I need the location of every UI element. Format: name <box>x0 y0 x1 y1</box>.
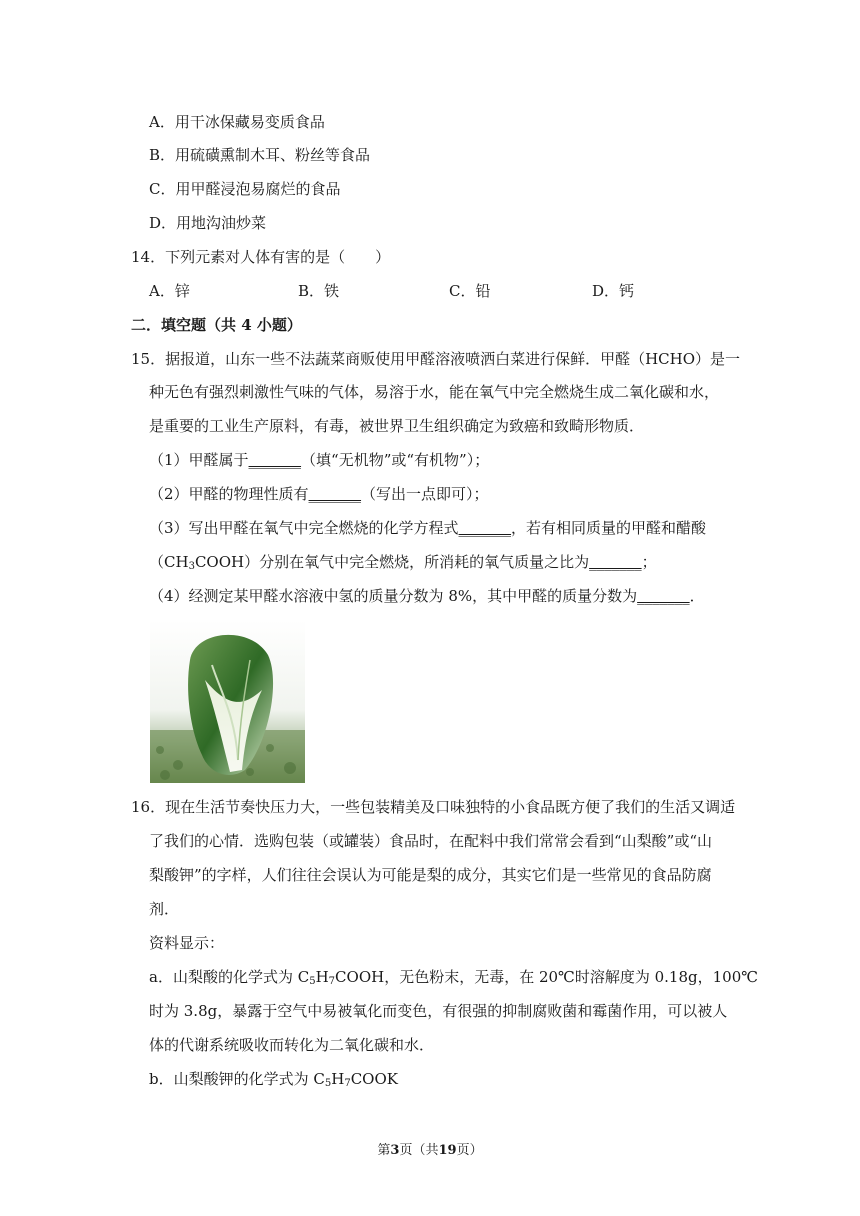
q14-option-c: C．铅 <box>449 282 491 300</box>
q15-sub4: （4）经测定某甲醛水溶液中氢的质量分数为 8%，其中甲醛的质量分数为_______． <box>149 587 705 605</box>
q14-stem: 14．下列元素对人体有害的是（ ） <box>131 248 391 266</box>
q16-item-a-2: 时为 3.8g，暴露于空气中易被氧化而变色，有很强的抑制腐败菌和霉菌作用，可以被人 <box>149 1002 728 1020</box>
section-heading: 二．填空题（共 4 小题） <box>131 316 302 334</box>
q14-option-d: D．钙 <box>592 282 635 300</box>
answer-blank: _______ <box>589 553 642 571</box>
q16-item-a-1: a．山梨酸的化学式为 $C_5H_7COOH$，无色粉末，无毒，在 20℃时溶解度为 0.18g，100℃ <box>149 968 759 987</box>
q15-sub3: （3）写出甲醛在氧气中完全燃烧的化学方程式_______，若有相同质量的甲醛和醋酸 <box>149 519 707 537</box>
q13-option-c: C．用甲醛浸泡易腐烂的食品 <box>149 180 341 198</box>
q15-sub2: （2）甲醛的物理性质有_______（写出一点即可）； <box>149 485 489 503</box>
answer-blank: _______ <box>248 451 302 469</box>
q16-line-1: 16．现在生活节奏快压力大，一些包装精美及口味独特的小食品既方便了我们的生活又调适 <box>131 798 736 816</box>
answer-blank: _______ <box>308 485 362 503</box>
q16-info-title: 资料显示： <box>149 934 225 952</box>
q13-option-d: D．用地沟油炒菜 <box>149 214 267 232</box>
q13-option-a: A．用干冰保藏易变质食品 <box>149 113 325 131</box>
q16-item-b: b．山梨酸钾的化学式为 $C_5H_7COOK$ <box>149 1070 398 1089</box>
q15-line-1: 15．据报道，山东一些不法蔬菜商贩使用甲醛溶液喷洒白菜进行保鲜．甲醛（HCHO）是一 <box>131 350 741 368</box>
q14-option-b: B．铁 <box>298 282 340 300</box>
q15-line-2: 种无色有强烈刺激性气味的气体，易溶于水，能在氧气中完全燃烧生成二氧化碳和水， <box>149 383 720 401</box>
q16-line-2: 了我们的心情．选购包装（或罐装）食品时，在配料中我们常常会看到“山梨酸”或“山 <box>149 832 713 850</box>
answer-blank: _______ <box>637 587 690 605</box>
q15-sub3-cont: $(CH_3COOH)$分别在氧气中完全燃烧，所消耗的氧气质量之比为_______； <box>149 553 657 572</box>
q13-option-b: B．用硫磺熏制木耳、粉丝等食品 <box>149 146 371 164</box>
cabbage-photo <box>150 620 305 783</box>
answer-blank: _______ <box>458 519 512 537</box>
page-footer: 第3页（共19页） <box>377 1143 483 1158</box>
q16-line-3: 梨酸钾”的字样，人们往往会误认为可能是梨的成分，其实它们是一些常见的食品防腐 <box>149 866 712 884</box>
q15-sub1: （1）甲醛属于_______（填“无机物”或“有机物”）； <box>149 451 490 469</box>
q16-line-4: 剂． <box>149 900 180 918</box>
q15-line-3: 是重要的工业生产原料，有毒，被世界卫生组织确定为致癌和致畸形物质． <box>149 417 645 435</box>
q16-item-a-3: 体的代谢系统吸收而转化为二氧化碳和水． <box>149 1036 435 1054</box>
q14-option-a: A．锌 <box>149 282 190 300</box>
page-number: 3 <box>390 1143 400 1158</box>
total-pages: 19 <box>438 1143 457 1158</box>
